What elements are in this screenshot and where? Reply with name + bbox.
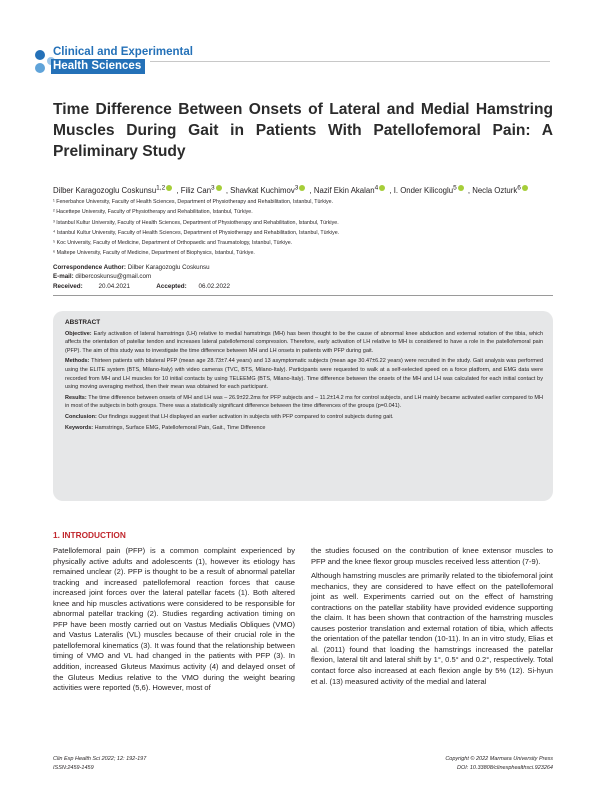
affiliation-item: ² Hacettepe University, Faculty of Physiotherapy and Rehabilitation, Istanbul, Türkiye. — [53, 209, 253, 216]
dates-divider — [53, 295, 553, 296]
article-title: Time Difference Between Onsets of Lateral and Medial Hamstring Muscles During Gait in Patients With Patellofemoral Pain: A Preliminary Study — [53, 101, 553, 160]
abstract-heading: ABSTRACT — [65, 319, 101, 326]
author-2[interactable]: , Filiz Can$^3$ — [176, 186, 221, 195]
paragraph: the studies focused on the contribution of knee extensor muscles to PFP and the knee flexor group muscles received less attention (7-9). — [311, 546, 553, 566]
affiliation-item: ⁴ Istanbul Kultur University, Faculty of Health Sciences, Department of Physiotherapy and Rehabilitation, Istanbul, Türkiye. — [53, 229, 340, 236]
author-3[interactable]: , Shavkat Kuchimov$^3$ — [226, 186, 306, 195]
orcid-icon[interactable] — [458, 185, 464, 191]
email-link[interactable]: dilbercoskunsu@gmail.com — [75, 273, 152, 281]
orcid-icon[interactable] — [522, 185, 528, 191]
abstract-conclusion: Conclusion: Our findings suggest that LH displayed an earlier activation in subjects with PFP compared to control subjects during gait. — [65, 413, 394, 420]
footer-copyright — [445, 755, 553, 773]
footer-citation — [53, 755, 146, 773]
body-column-right — [311, 546, 553, 691]
section-heading-introduction: 1. INTRODUCTION — [53, 530, 126, 540]
header-divider — [150, 61, 550, 62]
orcid-icon[interactable] — [379, 185, 385, 191]
author-list — [53, 184, 563, 195]
author-5[interactable]: , I. Onder Kilicoglu$^5$ — [389, 186, 463, 195]
affiliation-item: ¹ Fenerbahce University, Faculty of Health Sciences, Department of Physiotherapy and Rehabilitation, Istanbul, Türkiye. — [53, 199, 334, 205]
doi-link[interactable]: DOI: 10.33808/clinexphealthsci.923264 — [456, 765, 553, 771]
journal-name-line1: Clinical and Experimental — [53, 46, 193, 58]
article-dates — [53, 283, 230, 290]
orcid-icon[interactable] — [299, 185, 305, 191]
abstract-box — [53, 311, 553, 501]
affiliation-item: ⁵ Koc University, Faculty of Medicine, Department of Orthopaedic and Traumatology, Istanbul, Türkiye. — [53, 240, 293, 247]
journal-name — [53, 46, 193, 74]
email-label: E-mail: — [53, 273, 74, 281]
author-4[interactable]: , Nazif Ekin Akalan$^4$ — [310, 186, 386, 195]
author-1[interactable]: Dilber Karagozoglu Coskunsu$^{1,2}$ — [53, 186, 172, 195]
correspondence — [53, 263, 210, 282]
paragraph: Although hamstring muscles are primarily related to the tibiofemoral joint mechanics, they are considered to have effect on the patellofemoral joint as well. Experiments carried out on the effect of hamstring contractions on the patellar stability have provided evidence supporting the claim. It has been shown that contraction of the hamstring muscles causes posterior translation and external rotation of tibia, which affects the orientation of the patellar tendon (10-11). In an in vitro study, Elias et al. (2011) found that loading the hamstrings increased the patellar flexion, lateral tilt and lateral shift by 1°, 0.5° and 0.2°, respectively. Total contact force also increased at each flexion angle by 5% (12). Si-hyun et al. (13) measured activity of the medial and lateral — [311, 571, 553, 686]
correspondence-label: Correspondence Author: — [53, 264, 126, 271]
author-6[interactable]: , Necla Ozturk$^6$ — [468, 186, 528, 195]
abstract-keywords: Keywords: Hamstrings, Surface EMG, Patellofemoral Pain, Gait., Time Difference — [65, 424, 266, 431]
orcid-icon[interactable] — [166, 185, 172, 191]
received-date: 20.04.2021 — [98, 283, 131, 290]
received-label: Received: — [53, 283, 83, 290]
affiliations — [53, 197, 553, 259]
paragraph: Patellofemoral pain (PFP) is a common complaint experienced by physically active adults and adolescents (1), however its etiology has remained unclear (2). PFP is thought to be a result of abnormal patellar tracking and increased patellofemoral reaction forces that cause increased joint forces over the lateral patellar facets (1). Both altered knee and hip muscles activations were considered to be responsible for abnormal patellar tracking (2). Studies regarding activation timing on PFP have been mostly carried out on Vastus Medialis Obliques (VMO) and Vastus Lateralis (VL) muscles because of their crucial role in the patellofemoral kinematics (3). It was found that the relationship between timing of VMO and VL had changed in the patients with PFP (3). In addition, increased Gluteus Maximus activity (4) and delayed onset of the Gluteus Medius relative to the VMO during the weight bearing activities were reported (5,6). However, most of — [53, 546, 295, 693]
correspondence-name: Dilber Karagozoglu Coskunsu — [127, 264, 210, 271]
journal-name-line2: Health Sciences — [51, 59, 145, 74]
accepted-date: 06.02.2022 — [198, 283, 230, 290]
citation-line: Clin Exp Health Sci 2022; 12: 192-197 — [53, 756, 147, 762]
body-column-left — [53, 546, 295, 698]
affiliation-item: ³ Istanbul Kultur University, Faculty of Health Sciences, Department of Physiotherapy and Rehabilitation, Istanbul, Türkiye. — [53, 219, 339, 226]
issn-line: ISSN:2459-1459 — [53, 765, 94, 771]
abstract-methods: Methods: Thirteen patients with bilateral PFP (mean age 28.73±7.44 years) and 13 asymptomatic subjects (mean age 30.47±6.22 years) were recruited in the study. Gait analysis was performed using the ELITE system (BTS, Milano-Italy) with video cameras (TVC, BTS, Milano-Italy). Participants were requested to walk at a self-selected speed on a force platform, and EMG data were recorded from MH and LH muscles for 10 initial contacts by using TELEEMG (BTS, Milano-Italy). Time difference between the onsets of the MH and LH was calculated for each initial contact by using moving averaging method, then their mean was obtained for each participant. — [65, 358, 544, 391]
abstract-results: Results: The time difference between onsets of MH and LH was – 26.9±22.2ms for PFP subjects and – 11.2±14.2 ms for control subjects, and LH mainly became activated earlier compared to MH in most of the subjects in both groups. There was a statistically significant difference between the time differences of the groups (p=0.041). — [65, 394, 543, 410]
copyright-line: Copyright © 2022 Marmara University Press — [445, 756, 553, 762]
orcid-icon[interactable] — [216, 185, 222, 191]
accepted-label: Accepted: — [156, 283, 187, 290]
affiliation-item: ⁶ Maltepe University, Faculty of Medicine, Department of Biophysics, Istanbul, Türkiye. — [53, 250, 255, 257]
abstract-objective: Objective: Early activation of lateral hamstrings (LH) relative to medial hamstrings (MH) has been thought to be the cause of abnormal knee abduction and external rotation of the tibia, which affects the orientation of patellar tendon and increases lateral patellofemoral compression. Therefore, early activation of LH relative to MH is considered to have a role in the patellofemoral pain (PFP). The aim of this study was to investigate the time difference between MH and LH onsets in patients with PFP during gait. — [65, 330, 544, 354]
